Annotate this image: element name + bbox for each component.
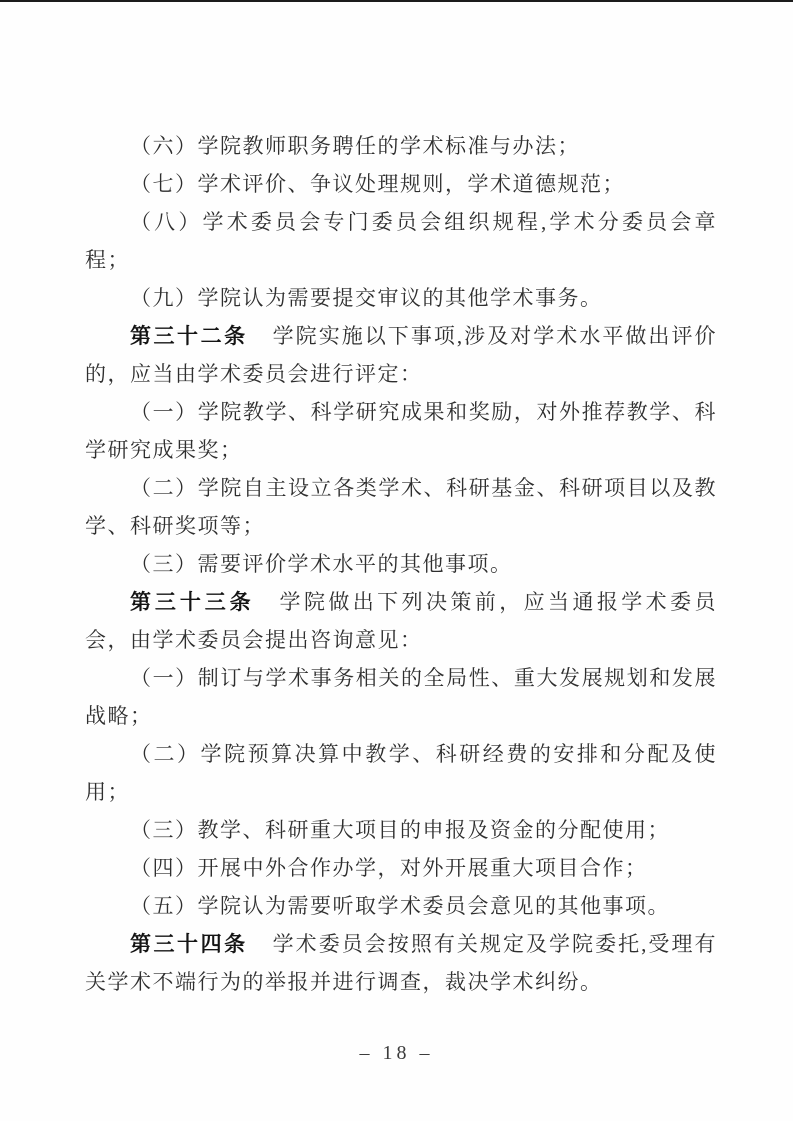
paragraph-text: （七）学术评价、争议处理规则，学术道德规范； xyxy=(130,172,625,196)
paragraph-text: （二）学院预算决算中教学、科研经费的安排和分配及使用； xyxy=(85,742,717,804)
paragraph-text: （六）学院教师职务聘任的学术标准与办法； xyxy=(130,134,580,158)
article-32-item-1 xyxy=(85,393,717,469)
document-body xyxy=(85,127,717,1001)
article-32-item-2 xyxy=(85,469,717,545)
list-item-9 xyxy=(85,279,717,317)
paragraph-text: 学院做出下列决策前，应当通报学术委员会，由学术委员会提出咨询意见： xyxy=(85,590,717,652)
article-33-item-5 xyxy=(85,887,717,925)
paragraph-text: （四）开展中外合作办学，对外开展重大项目合作； xyxy=(130,856,648,880)
paragraph-text: （一）制订与学术事务相关的全局性、重大发展规划和发展战略； xyxy=(85,666,717,728)
article-number: 第三十二条 xyxy=(130,324,248,348)
list-item-8 xyxy=(85,203,717,279)
paragraph-text: （八）学术委员会专门委员会组织规程,学术分委员会章程； xyxy=(85,210,717,272)
article-32 xyxy=(85,317,717,393)
paragraph-text: 学术委员会按照有关规定及学院委托,受理有关学术不端行为的举报并进行调查，裁决学术纠纷。 xyxy=(85,932,717,994)
paragraph-text: （五）学院认为需要听取学术委员会意见的其他事项。 xyxy=(130,894,670,918)
paragraph-text: （九）学院认为需要提交审议的其他学术事务。 xyxy=(130,286,603,310)
scan-edge-artifact xyxy=(0,0,793,2)
article-33 xyxy=(85,583,717,659)
article-33-item-3 xyxy=(85,811,717,849)
article-number: 第三十四条 xyxy=(130,932,248,956)
list-item-6 xyxy=(85,127,717,165)
article-33-item-2 xyxy=(85,735,717,811)
article-34 xyxy=(85,925,717,1001)
paragraph-text: （三）需要评价学术水平的其他事项。 xyxy=(130,552,513,576)
article-number: 第三十三条 xyxy=(130,590,255,614)
list-item-7 xyxy=(85,165,717,203)
article-33-item-4 xyxy=(85,849,717,887)
page-number: – 18 – xyxy=(359,1042,434,1064)
paragraph-text: （二）学院自主设立各类学术、科研基金、科研项目以及教学、科研奖项等； xyxy=(85,476,717,538)
article-33-item-1 xyxy=(85,659,717,735)
paragraph-text: （三）教学、科研重大项目的申报及资金的分配使用； xyxy=(130,818,670,842)
paragraph-text: 学院实施以下事项,涉及对学术水平做出评价的，应当由学术委员会进行评定： xyxy=(85,324,717,386)
paragraph-text: （一）学院教学、科学研究成果和奖励，对外推荐教学、科学研究成果奖； xyxy=(85,400,717,462)
article-32-item-3 xyxy=(85,545,717,583)
